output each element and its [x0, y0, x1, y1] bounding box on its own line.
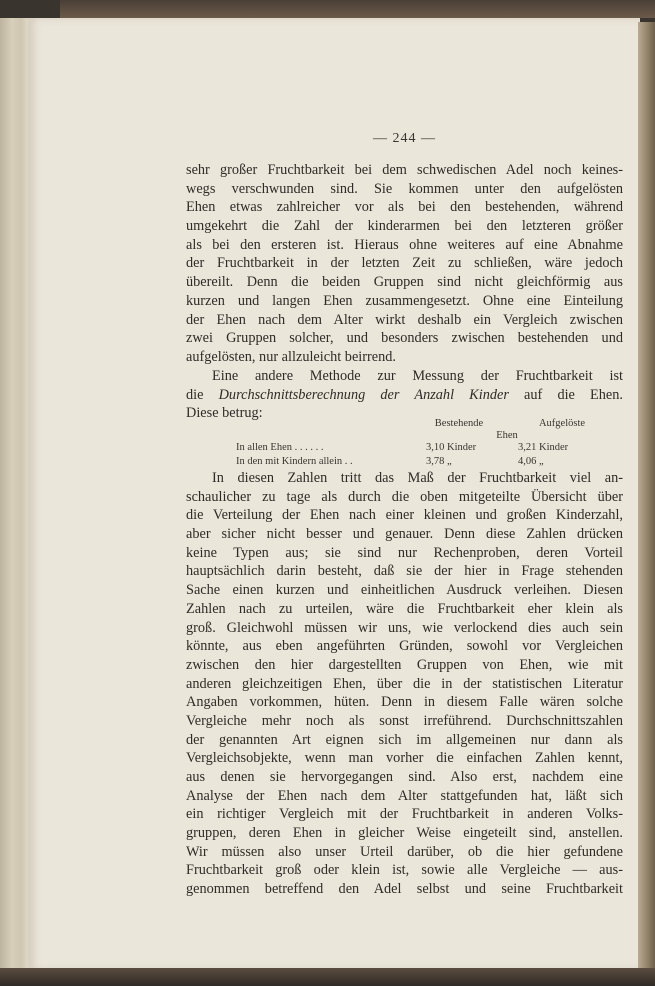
paragraph-2: [186, 367, 623, 423]
table-cell: 3,21 Kinder: [518, 442, 569, 453]
text-line: schaulicher zu tage als durch die oben mitgeteilte Übersicht über: [186, 488, 623, 505]
left-page-edge: [0, 18, 30, 970]
page-number: — 244 —: [373, 131, 436, 146]
text-line-with-emphasis: [186, 386, 623, 405]
text-line: Sache einen kurzen und einheitlichen Ausdruck verleihen. Diesen: [186, 582, 623, 599]
table-row: [232, 456, 632, 470]
table-header: [232, 418, 632, 442]
text-line: Vergleichsobjekte, wenn man vorher die einfachen Zahlen kennt,: [186, 750, 623, 767]
text-line: der Ehen nach dem Alter wirkt deshalb ein Vergleich zwischen: [186, 311, 623, 328]
text-line: übereilt. Denn die beiden Gruppen sind nicht gleichförmig aus: [186, 274, 623, 291]
text-line: sehr großer Fruchtbarkeit bei dem schwedischen Adel noch keines-: [186, 162, 623, 178]
text-line: aufgelösten, nur allzuleicht beirrend.: [186, 348, 396, 365]
text-line: zwei Gruppen solcher, und besonders zwischen bestehenden und: [186, 330, 623, 347]
text-line: ein richtiger Vergleich mit der Fruchtbarkeit in anderen Volks-: [186, 806, 623, 823]
text-line: kurzen und langen Ehen zusammengesetzt. Ohne eine Einteilung: [186, 292, 623, 309]
book-bottom-edge: [0, 968, 655, 986]
text-line: genommen betreffend den Adel selbst und seine Fruchtbarkeit: [186, 881, 623, 898]
text-line: Wir müssen also unser Urteil darüber, ob die hier gefundene: [186, 843, 623, 860]
book-page: [28, 18, 640, 970]
text-line: aus denen sie hervorgegangen sind. Also erst, nachdem eine: [186, 769, 623, 785]
table-row-label: In den mit Kindern allein . .: [236, 456, 353, 467]
table-col-header-dissolved: Aufgelöste: [538, 418, 586, 429]
text-line: Fruchtbarkeit groß oder klein ist, sowie alle Vergleiche — aus-: [186, 862, 623, 879]
paragraph-1: [186, 161, 623, 367]
right-page-edge: [638, 22, 655, 968]
text-line: anderen gleichzeitigen Ehen, über die in der statistischen Literatur: [186, 675, 623, 692]
text-line: wegs verschwunden sind. Sie kommen unter den aufgelösten: [186, 180, 623, 197]
text-fragment: die: [186, 386, 204, 403]
text-line: Analyse der Ehen nach dem Alter stattgefunden hat, läßt sich: [186, 787, 623, 804]
paragraph-3: [186, 469, 623, 899]
text-line: der genannten Art eignen sich im allgemeinen nur dann als: [186, 731, 623, 748]
text-line: Angaben vorkommen, hüten. Denn in diesem Falle wären solche: [186, 694, 623, 711]
emphasized-text: Durchschnittsberechnung der Anzahl Kinder: [218, 386, 509, 403]
text-line: groß. Gleichwohl müssen wir uns, wie verlockend dies auch sein: [186, 619, 623, 636]
text-line: Diese betrug:: [186, 405, 263, 422]
text-line: zwischen den hier dargestellten Gruppen von Ehen, wie mit: [186, 656, 623, 673]
text-line: Zahlen nach zu urteilen, wäre die Fruchtbarkeit eher klein als: [186, 600, 623, 617]
text-line: als bei den ersteren ist. Hieraus ohne weiteres auf eine Abnahme: [186, 236, 623, 253]
table-cell: 3,10 Kinder: [426, 442, 477, 453]
text-line: keine Typen aus; sie sind nur Rechenproben, deren Vorteil: [186, 544, 623, 561]
book-top-edge: [60, 0, 655, 18]
table-col-header-existing: Bestehende: [434, 418, 484, 429]
text-line: In diesen Zahlen tritt das Maß der Fruchtbarkeit viel an-: [212, 470, 623, 486]
text-line: die Verteilung der Ehen nach einer kleinen und großen Kinderzahl,: [186, 507, 623, 524]
text-line: gruppen, deren Ehen in gleicher Weise eingeteilt sind, anstellen.: [186, 825, 623, 842]
table-cell: 3,78 „: [426, 456, 452, 467]
text-line: der Fruchtbarkeit in der letzten Zeit zu schließen, wäre jedoch: [186, 255, 623, 272]
text-line: könnte, aus eben angeführten Gründen, sowohl vor Vergleichen: [186, 638, 623, 655]
text-line: aber sicher nicht besser und genauer. Denn diese Zahlen drücken: [186, 526, 623, 543]
text-line: hauptsächlich darin besteht, daß sie der hier in Frage stehenden: [186, 563, 623, 580]
text-line: Vergleiche mehr noch als sonst irreführend. Durchschnittszahlen: [186, 712, 623, 729]
table-row: [232, 442, 632, 456]
table-cell: 4,06 „: [518, 456, 544, 467]
text-line: Ehen etwas zahlreicher vor als bei den bestehenden, während: [186, 199, 623, 216]
text-fragment: auf die Ehen.: [524, 386, 623, 403]
table-col-header-sub: Ehen: [496, 430, 518, 441]
text-line: Eine andere Methode zur Messung der Fruchtbarkeit ist: [212, 368, 623, 384]
table-row-label: In allen Ehen . . . . . .: [236, 442, 324, 453]
text-line: umgekehrt die Zahl der kinderarmen bei den letzteren größer: [186, 218, 623, 235]
